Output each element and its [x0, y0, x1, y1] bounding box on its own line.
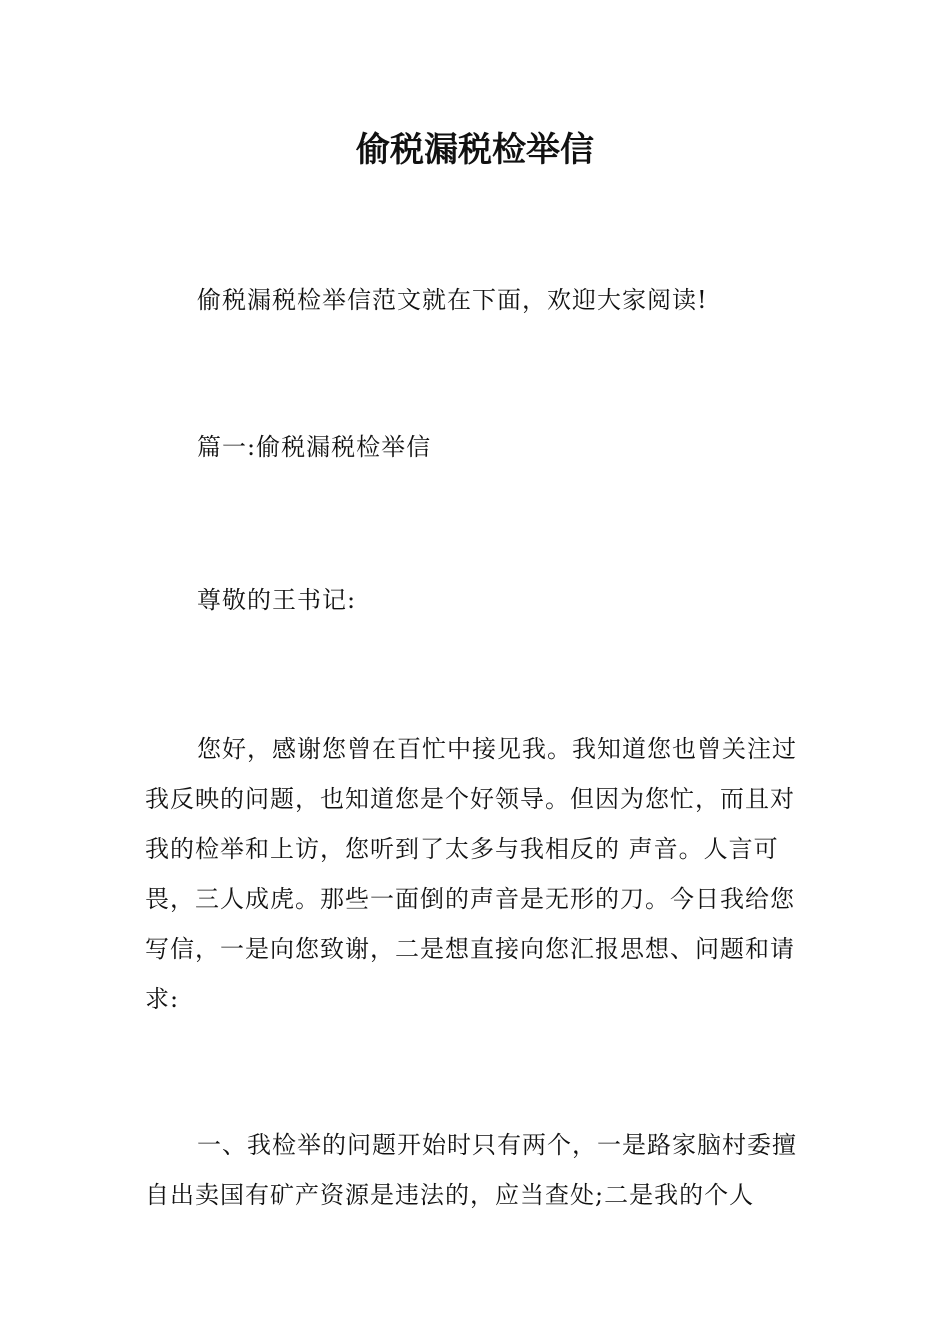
intro-paragraph: 偷税漏税检举信范文就在下面，欢迎大家阅读! — [197, 286, 708, 314]
document-title: 偷税漏税检举信 — [356, 130, 594, 170]
letter-greeting: 尊敬的王书记: — [197, 586, 357, 614]
body-paragraph-2: 一、我检举的问题开始时只有两个，一是路家脑村委擅自出卖国有矿产资源是违法的，应当查处;二是我的个人 — [145, 1131, 797, 1209]
section-heading: 篇一:偷税漏税检举信 — [197, 433, 432, 461]
body-paragraph-1: 您好，感谢您曾在百忙中接见我。我知道您也曾关注过我反映的问题，也知道您是个好领导。但因为您忙，而且对我的检举和上访，您听到了太多与我相反的 声音。人言可畏，三人成虎。那些一面倒的声音是无形的刀。今日我给您写信，一是向您致谢，二是想直接向您汇报思想、问题和请求: — [145, 735, 797, 1013]
